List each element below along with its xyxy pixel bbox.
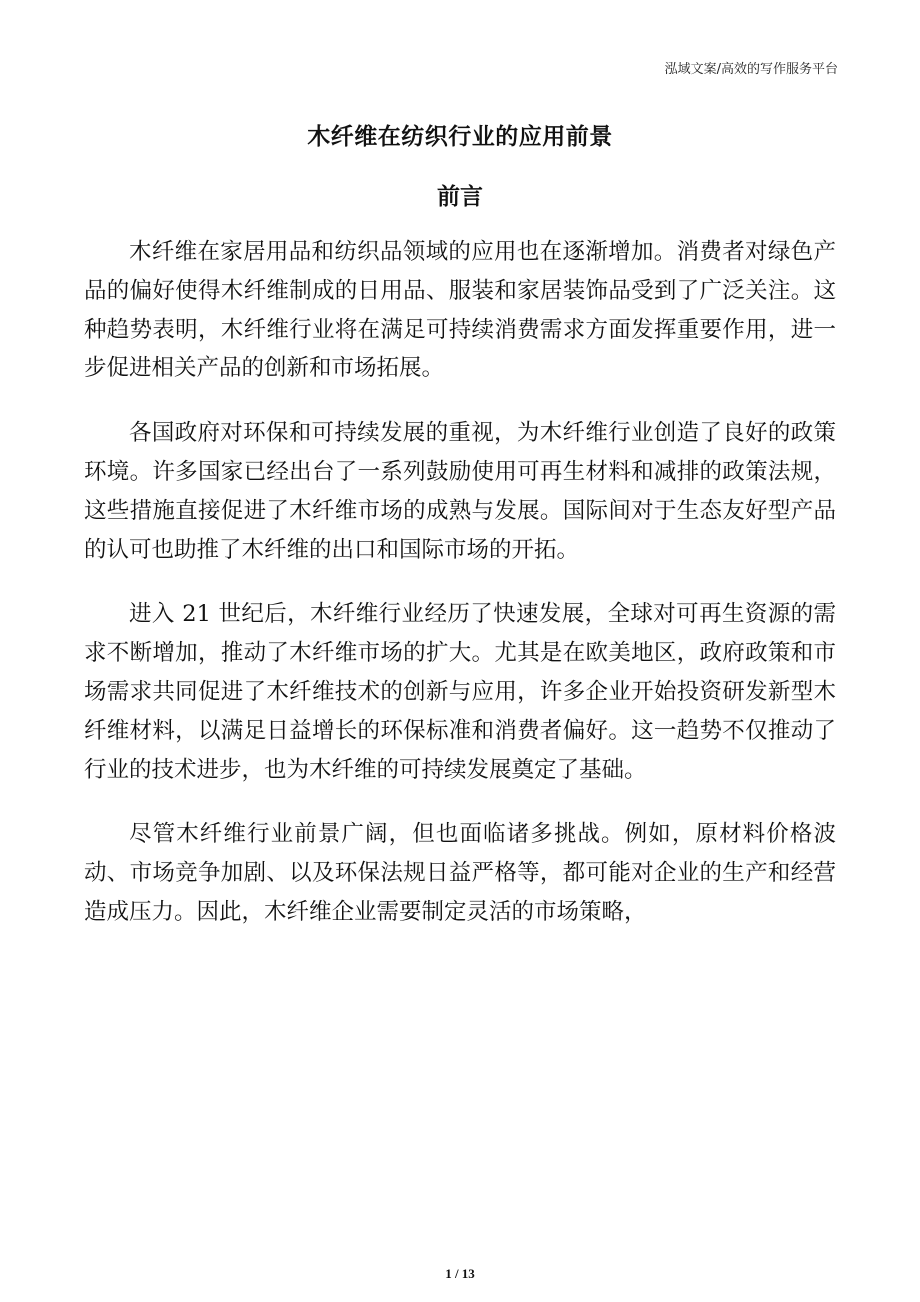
page-number: 1 / 13 xyxy=(445,1266,475,1281)
paragraph-4: 尽管木纤维行业前景广阔，但也面临诸多挑战。例如，原材料价格波动、市场竞争加剧、以及环保法规日益严格等，都可能对企业的生产和经营造成压力。因此，木纤维企业需要制定灵活的市场策略， xyxy=(84,821,836,925)
header-note: 泓域文案/高效的写作服务平台 xyxy=(664,62,838,77)
paragraph-1: 木纤维在家居用品和纺织品领域的应用也在逐渐增加。消费者对绿色产品的偏好使得木纤维制成的日用品、服装和家居装饰品受到了广泛关注。这种趋势表明，木纤维行业将在满足可持续消费需求方面发挥重要作用，进一步促进相关产品的创新和市场拓展。 xyxy=(84,239,836,382)
paragraph-2: 各国政府对环保和可持续发展的重视，为木纤维行业创造了良好的政策环境。许多国家已经出台了一系列鼓励使用可再生材料和减排的政策法规，这些措施直接促进了木纤维市场的成熟与发展。国际间对于生态友好型产品的认可也助推了木纤维的出口和国际市场的开拓。 xyxy=(84,420,836,563)
paragraph-3: 进入 21 世纪后，木纤维行业经历了快速发展，全球对可再生资源的需求不断增加，推动了木纤维市场的扩大。尤其是在欧美地区，政府政策和市场需求共同促进了木纤维技术的创新与应用，许多企业开始投资研发新型木纤维材料，以满足日益增长的环保标准和消费者偏好。这一趋势不仅推动了行业的技术进步，也为木纤维的可持续发展奠定了基础。 xyxy=(84,601,836,783)
document-title: 木纤维在纺织行业的应用前景 xyxy=(307,124,613,150)
section-title: 前言 xyxy=(437,184,483,210)
body-text xyxy=(84,233,836,958)
